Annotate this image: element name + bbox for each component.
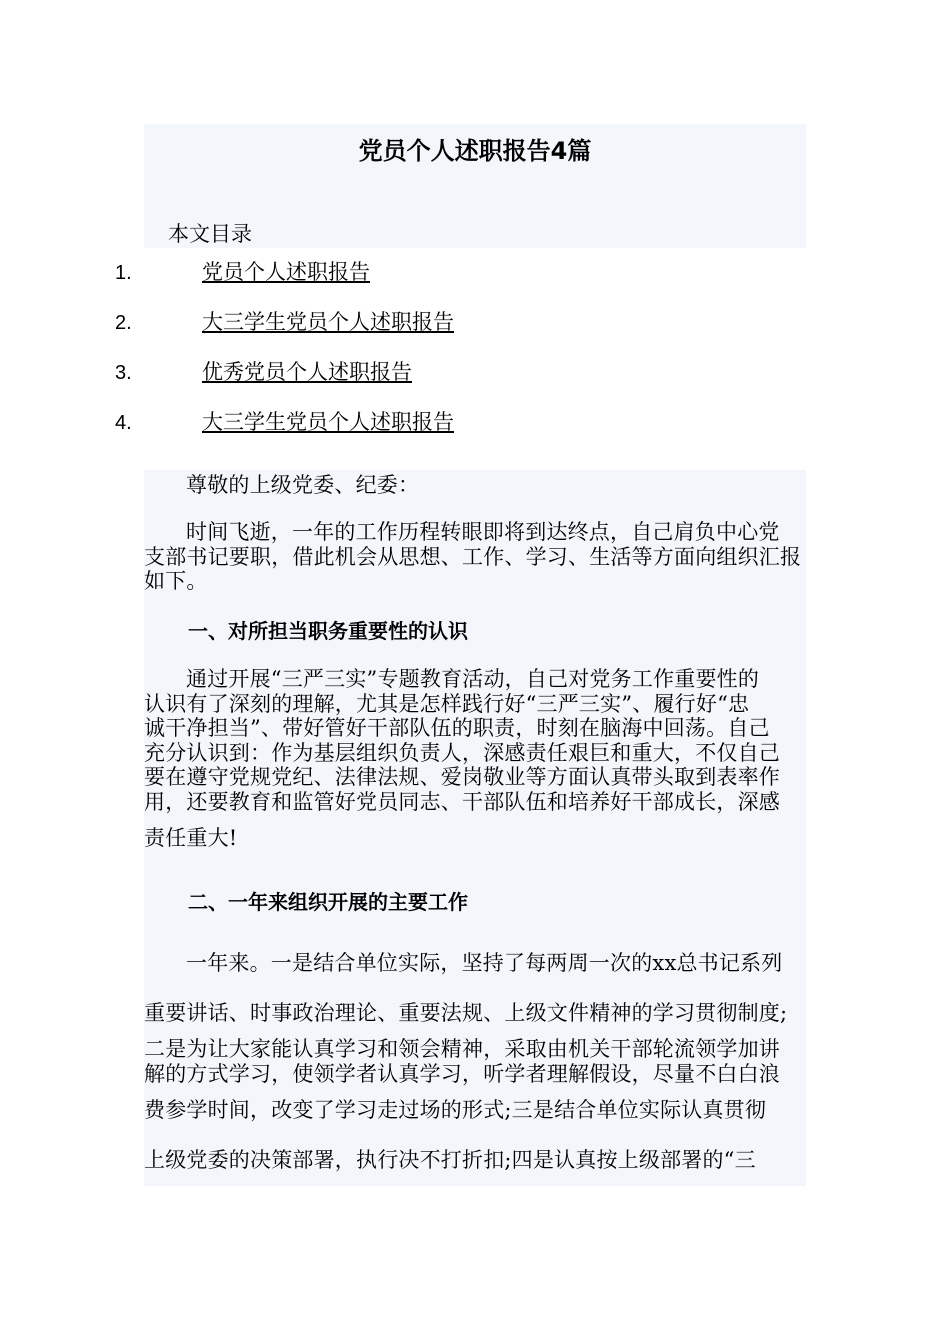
section-heading: 一、对所担当职务重要性的认识 [188,619,468,643]
text-line: 时间飞逝，一年的工作历程转眼即将到达终点，自己肩负中心党 [186,520,780,544]
toc-item-number: 1. [115,262,132,284]
text-line: 要在遵守党规党纪、法律法规、爱岗敬业等方面认真带头取到表率作 [144,765,780,789]
toc-item-number: 4. [115,412,132,434]
text-line: 支部书记要职，借此机会从思想、工作、学习、生活等方面向组织汇报 [144,544,802,569]
text-line: 责任重大! [144,826,238,850]
toc-link[interactable]: 大三学生党员个人述职报告 [202,410,454,434]
text-line: 认识有了深刻的理解，尤其是怎样践行好“三严三实”、履行好“忠 [144,691,750,716]
salutation: 尊敬的上级党委、纪委： [186,473,420,497]
toc-item [0,258,950,308]
section2-paragraph [144,951,806,1172]
text-line: 上级党委的决策部署，执行决不打折扣;四是认真按上级部署的“三 [144,1147,756,1172]
document-title: 党员个人述职报告4篇 [358,137,592,165]
intro-paragraph [144,520,806,594]
text-line: 重要讲话、时事政治理论、重要法规、上级文件精神的学习贯彻制度; [144,1000,788,1025]
toc-heading: 本文目录 [168,222,252,246]
text-line: 如下。 [144,569,208,593]
section-heading: 二、一年来组织开展的主要工作 [188,890,468,914]
text-line: 一年来。一是结合单位实际，坚持了每两周一次的xx总书记系列 [186,951,783,975]
toc-item [0,308,950,358]
document-body [144,470,806,1186]
text-line: 充分认识到：作为基层组织负责人，深感责任艰巨和重大，不仅自己 [144,740,780,765]
table-of-contents [0,258,950,458]
toc-link[interactable]: 大三学生党员个人述职报告 [202,310,454,334]
toc-link[interactable]: 党员个人述职报告 [202,260,370,284]
text-line: 诚干净担当”、带好管好干部队伍的职责，时刻在脑海中回荡。自己 [144,716,770,740]
toc-item-number: 2. [115,312,132,334]
toc-link[interactable]: 优秀党员个人述职报告 [202,360,412,384]
title-block [144,124,806,248]
section1-paragraph [144,667,806,851]
text-line: 费参学时间，改变了学习走过场的形式;三是结合单位实际认真贯彻 [144,1098,767,1122]
toc-item [0,408,950,458]
text-line: 二是为让大家能认真学习和领会精神，采取由机关干部轮流领学加讲 [144,1037,780,1061]
toc-item-number: 3. [115,362,132,384]
toc-item [0,358,950,408]
text-line: 解的方式学习，使领学者认真学习，听学者理解假设，尽量不白白浪 [144,1061,780,1086]
text-line: 用，还要教育和监管好党员同志、干部队伍和培养好干部成长，深感 [144,789,780,814]
text-line: 通过开展“三严三实”专题教育活动，自己对党务工作重要性的 [186,667,760,691]
